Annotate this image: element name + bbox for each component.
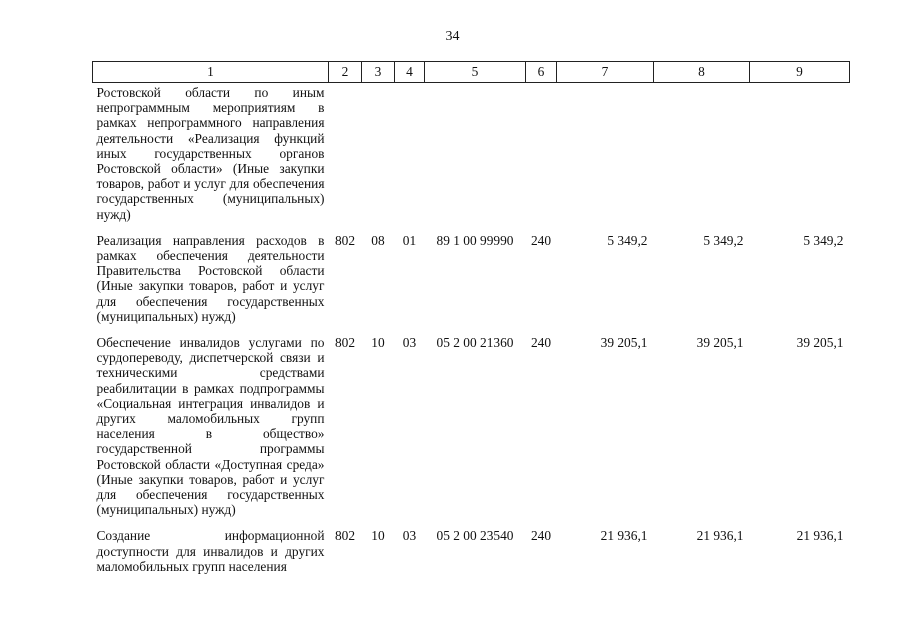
row-amount-7 — [557, 83, 654, 230]
row-section: 10 — [371, 335, 385, 351]
row-expense-type: 240 — [530, 528, 552, 544]
column-header-ministry: 2 — [329, 62, 362, 83]
row-amount-7: 21 936,1 — [600, 528, 648, 544]
row-expense-type: 240 — [530, 335, 552, 351]
row-amount-9: 21 936,1 — [796, 528, 844, 544]
page-number: 34 — [445, 29, 460, 44]
row-description: Обеспечение инвалидов услугами по сурдопереводу, диспетчерской связи и техническими средствами реабилитации в рамках подпрограммы «Социальная интеграция инвалидов и других маломобильных групп населения в общество» государственной программы Ростовской области «Доступная среда» (Иные закупки товаров, работ и услуг для обеспечения государственных (муниципальных) нужд) — [96, 335, 325, 518]
row-subsection: 03 — [402, 335, 417, 351]
row-amount-9 — [750, 83, 850, 230]
row-amount-9: 5 349,2 — [803, 232, 844, 248]
row-amount-7: 39 205,1 — [600, 335, 648, 351]
row-ministry — [329, 83, 362, 230]
row-description: Создание информационной доступности для инвалидов и других маломобильных групп населения — [96, 528, 325, 574]
table-row — [93, 230, 850, 332]
row-section: 08 — [371, 232, 385, 248]
row-amount-8: 39 205,1 — [696, 335, 744, 351]
budget-table — [92, 61, 850, 582]
row-target-article: 89 1 00 99990 — [436, 232, 514, 248]
row-expense-type: 240 — [530, 232, 552, 248]
row-subsection: 03 — [402, 528, 417, 544]
row-target-article: 05 2 00 23540 — [436, 528, 514, 544]
row-description: Ростовской области по иным непрограммным мероприятиям в рамках непрограммного направления деятельности «Реализация функций иных государственных органов Ростовской области» (Иные закупки товаров, работ и услуг для обеспечения государственных (муниципальных) нужд) — [96, 85, 325, 222]
row-amount-9: 39 205,1 — [796, 335, 844, 351]
row-ministry: 802 — [334, 528, 356, 544]
row-section: 10 — [371, 528, 385, 544]
table-header-row — [93, 62, 850, 83]
row-amount-7: 5 349,2 — [607, 232, 648, 248]
column-header-description: 1 — [93, 62, 329, 83]
column-header-target-article: 5 — [425, 62, 526, 83]
row-subsection: 01 — [402, 232, 417, 248]
row-subsection — [395, 83, 425, 230]
row-ministry: 802 — [334, 335, 356, 351]
row-target-article: 05 2 00 21360 — [436, 335, 514, 351]
column-header-section: 3 — [362, 62, 395, 83]
row-amount-8 — [654, 83, 750, 230]
row-expense-type — [526, 83, 557, 230]
row-ministry: 802 — [334, 232, 356, 248]
table-row — [93, 525, 850, 582]
table-row — [93, 332, 850, 525]
column-header-expense-type: 6 — [526, 62, 557, 83]
row-section — [362, 83, 395, 230]
column-header-amount-8: 8 — [654, 62, 750, 83]
column-header-amount-9: 9 — [750, 62, 850, 83]
row-amount-8: 21 936,1 — [696, 528, 744, 544]
row-description: Реализация направления расходов в рамках обеспечения деятельности Правительства Ростовской области (Иные закупки товаров, работ и услуг для обеспечения государственных (муниципальных) нужд) — [96, 232, 325, 324]
column-header-subsection: 4 — [395, 62, 425, 83]
column-header-amount-7: 7 — [557, 62, 654, 83]
table-row — [93, 83, 850, 230]
row-amount-8: 5 349,2 — [703, 232, 744, 248]
row-target-article — [425, 83, 526, 230]
